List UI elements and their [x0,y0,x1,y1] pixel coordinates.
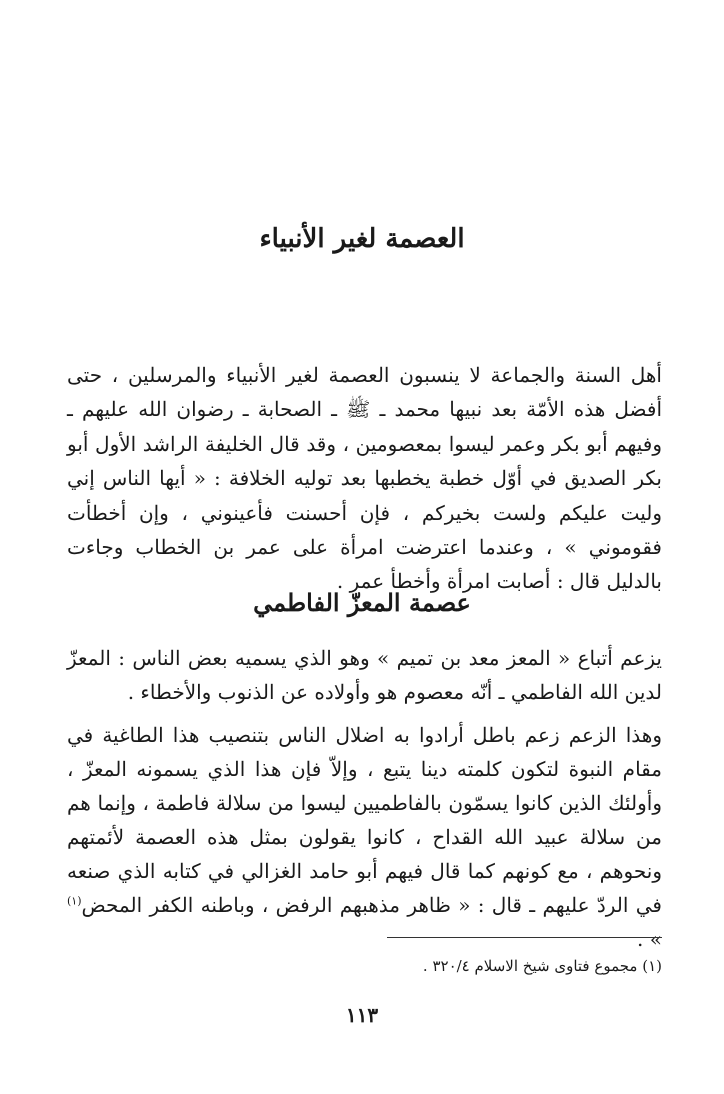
paragraph-text: أهل السنة والجماعة لا ينسبون العصمة لغير الأنبياء والمرسلين ، حتى أفضل هذه الأمّة بعد نبيها محمد ـ ﷺ ـ الصحابة ـ رضوان الله عليهم ـ وفيهم أبو بكر وعمر ليسوا بمعصومين ، وقد قال الخليفة الراشد الأول أبو بكر الصديق في أوّل خطبة يخطبها بعد توليه الخلافة : « أيها الناس إني وليت عليكم ولست بخيركم ، فإن أحسنت فأعينوني ، وإن أخطأت فقوموني » ، وعندما اعترضت امرأة على عمر بن الخطاب وجاءت بالدليل قال : أصابت امرأة وأخطأ عمر . [67,363,662,594]
paragraph-body: وهذا الزعم زعم باطل أرادوا به اضلال الناس بتنصيب هذا الطاغية في مقام النبوة لتكون كلمته دينا يتبع ، وإلاّ فإن هذا الذي يسمونه المعزّ ، وأولئك الذين كانوا يسمّون بالفاطميين ليسوا من سلالة فاطمة ، وإنما هم من سلالة عبيد الله القداح ، كانوا يقولون بمثل هذه العصمة لأئمتهم ونحوهم ، مع كونهم كما قال فيهم أبو حامد الغزالي في كتابه الذي صنعه في الردّ عليهم ـ قال : « ظاهر مذهبهم الرفض ، وباطنه الكفر المحض [67,723,663,917]
page-title: العصمة لغير الأنبياء [259,224,465,254]
section-heading: عصمة المعزّ الفاطمي [253,588,471,617]
footnote-divider [387,937,662,938]
page-number: ١١٣ [345,1003,379,1027]
paragraph-claim [67,641,662,709]
paragraph-text [67,718,662,956]
paragraph-infallibility [67,358,662,599]
footnote-reference[interactable]: (١) [67,894,82,908]
paragraph-refutation [67,718,662,956]
paragraph-ending: » . [637,927,662,951]
paragraph-text: يزعم أتباع « المعز معد بن تميم » وهو الذي يسميه بعض الناس : المعزّ لدين الله الفاطمي ـ أنّه معصوم هو وأولاده عن الذنوب والأخطاء . [67,646,662,704]
footnote: (١) مجموع فتاوى شيخ الاسلام ٣٢٠/٤ . [422,957,662,975]
